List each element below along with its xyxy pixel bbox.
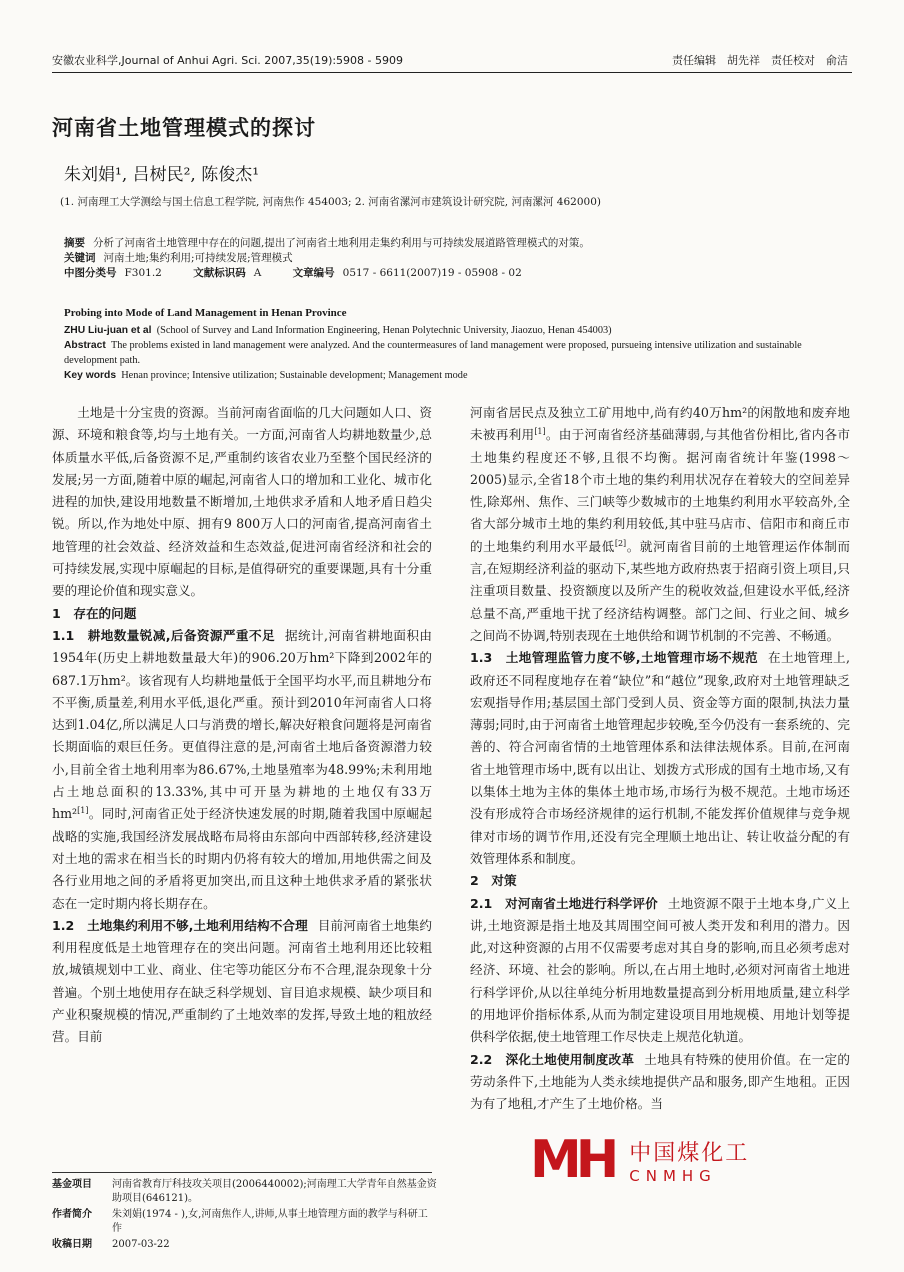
- section-2-2-text: 土地具有特殊的使用价值。在一定的劳动条件下,土地能为人类永续地提供产品和服务,即产生地租。正因为有了地租,才产生了土地价格。当: [470, 1051, 851, 1112]
- section-1-3: [470, 647, 850, 870]
- english-keywords-row: [64, 368, 834, 383]
- received-date-label: 收稿日期: [52, 1239, 92, 1250]
- fund-label: 基金项目: [52, 1179, 92, 1190]
- paper-title: 河南省土地管理模式的探讨: [52, 116, 316, 140]
- affiliation: (1. 河南理工大学测绘与国土信息工程学院, 河南焦作 454003; 2. 河南省漯河市建筑设计研究院, 河南漯河 462000): [60, 196, 601, 208]
- abstract-cn: [64, 236, 834, 281]
- section-1-3-text: 在土地管理上,政府还不同程度地存在着“缺位”和“越位”现象,政府对土地管理缺乏宏观指导作用;基层国土部门受到人员、资金等方面的限制,执法力量薄弱;同时,由于河南省土地管理起步较晚,至今仍没有一套系统的、完善的、符合河南省情的土地管理体系和法律法规体系。目前,在河南省土地管理市场中,既有以出让、划拨方式形成的国有土地市场,又有以集体土地为主体的集体土地市场,市场行为极不规范。土地市场还没有形成符合市场经济规律的运行机制,不能发挥价值规律与竞争规律对市场的调节作用,还没有完全理顺土地出让、转让收益分配的有效管理体系和制度。: [470, 650, 850, 866]
- journal-header: 安徽农业科学,Journal of Anhui Agri. Sci. 2007,35(19):5908 - 5909: [52, 54, 404, 67]
- editor-header: 责任编辑 胡先祥 责任校对 俞洁: [672, 54, 848, 67]
- footnote-rule: [52, 1172, 432, 1173]
- english-abstract-label: Abstract: [64, 340, 106, 351]
- english-keywords-label: Key words: [64, 370, 117, 381]
- clc-value: F301.2: [124, 267, 162, 279]
- header-rule: [52, 72, 852, 73]
- watermark-cn: 中国煤化工: [629, 1140, 750, 1166]
- citation: [2]: [614, 538, 627, 548]
- abstract-en: [64, 306, 834, 383]
- right-p1a: 河南省居民点及独立工矿用地中,尚有约40万hm²的闲散地和废弃地未被再利用: [470, 405, 850, 443]
- author-bio-row: [52, 1208, 437, 1236]
- article-value: 0517 - 6611(2007)19 - 05908 - 02: [342, 267, 522, 279]
- right-column: [470, 402, 850, 1116]
- authors: 朱刘娟¹, 吕树民², 陈俊杰¹: [64, 165, 260, 185]
- english-keywords-text: Henan province; Intensive utilization; Sustainable development; Management mode: [121, 370, 468, 381]
- doc-label: 文献标识码: [193, 267, 246, 279]
- fund-text: 河南省教育厅科技攻关项目(2006440002);河南理工大学青年自然基金资助项目(646121)。: [112, 1179, 437, 1204]
- watermark-text: [629, 1136, 749, 1185]
- abstract-row: [64, 236, 834, 251]
- section-1-heading: 1 存在的问题: [52, 605, 137, 621]
- keywords-row: [64, 251, 834, 266]
- english-author: ZHU Liu-juan et al: [64, 325, 152, 336]
- classification-row: [64, 266, 834, 281]
- section-2-2: [470, 1049, 850, 1116]
- footnotes: [52, 1178, 437, 1254]
- section-1-2-text: 目前河南省土地集约利用程度低是土地管理存在的突出问题。河南省土地利用还比较粗放,城镇规划中工业、商业、住宅等功能区分布不合理,混杂现象十分普遍。个别土地使用存在缺乏科学规划、盲目追求规模、缺少项目和产业积聚规模的情况,严重制约了土地效率的发挥,导致土地的粗放经营。目前: [52, 917, 432, 1045]
- keywords-label: 关键词: [64, 252, 96, 264]
- watermark-en: CNMHG: [629, 1166, 717, 1185]
- section-2-1-title: 2.1 对河南省土地进行科学评价: [470, 895, 658, 911]
- section-2-heading: 2 对策: [470, 873, 517, 889]
- section-1-1: [52, 625, 432, 915]
- author-bio-text: 朱刘娟(1974 - ),女,河南焦作人,讲师,从事土地管理方面的教学与科研工作: [112, 1209, 428, 1234]
- fund-row: [52, 1178, 437, 1206]
- section-2-2-title: 2.2 深化土地使用制度改革: [470, 1051, 635, 1067]
- citation: [1]: [77, 806, 89, 816]
- section-1-1-title: 1.1 耕地数量锐减,后备资源严重不足: [52, 627, 275, 643]
- article-label: 文章编号: [292, 267, 335, 279]
- author-bio-label: 作者简介: [52, 1209, 92, 1220]
- keywords-text: 河南土地;集约利用;可持续发展;管理模式: [103, 252, 293, 264]
- right-p1c: 。就河南省目前的土地管理运作体制而言,在短期经济利益的驱动下,某些地方政府热衷于招商引资上项目,只注重项目数量、投资额度以及所产生的税收效益,但建设水平低,经济总量不高,严重地干扰了经济结构调整。部门之间、行业之间、城乡之间尚不协调,特别表现在土地供给和调节机制的不完善、不畅通。: [470, 538, 851, 643]
- right-p1b: 。由于河南省经济基础薄弱,与其他省份相比,省内各市土地集约程度还不够,且很不均衡。据河南省统计年鉴(1998～2005)显示,全省18个市土地的集约利用状况存在着较大的空间差异性,除郑州、焦作、三门峡等少数城市的土地集约利用水平较高外,全省大部分城市土地的集约利用较低,其中驻马店市、信阳市和商丘市的土地集约利用水平最低: [470, 427, 850, 554]
- section-1-1-text: 据统计,河南省耕地面积由1954年(历史上耕地数量最大年)的906.20万hm²下降到2002年的687.1万hm²。该省现有人均耕地量低于全国平均水平,而且耕地分布不平衡,质量差,利用水平低,退化严重。预计到2010年河南省人口将达到1.04亿,所以满足人口与消费的增长,解决好粮食问题将是河南省长期面临的艰巨任务。更值得注意的是,河南省土地后备资源潜力较小,目前全省土地利用率为86.67%,土地垦殖率为48.99%;未利用地占土地总面积的13.33%,其中可开垦为耕地的土地仅有33万hm²: [52, 627, 433, 822]
- section-1-1-text2: 。同时,河南省正处于经济快速发展的时期,随着我国中原崛起战略的实施,我国经济发展战略布局将由东部向中西部转移,经济建设对土地的需求在相当长的时期内仍将有较大的增加,用地供需之间及各行业用地之间的矛盾将更加突出,而且这种土地供求矛盾的紧张状态在一定时期内将长期存在。: [52, 806, 432, 911]
- english-author-row: [64, 323, 834, 338]
- english-affiliation: (School of Survey and Land Information Engineering, Henan Polytechnic University, Jiaozuo, Henan 454003): [156, 325, 612, 336]
- clc-label: 中图分类号: [64, 267, 117, 279]
- abstract-label: 摘要: [64, 237, 85, 249]
- section-2-1-text: 土地资源不限于土地本身,广义上讲,土地资源是指土地及其周围空间可被人类开发和利用的潜力。因此,对这种资源的占用不仅需要考虑对其自身的影响,而且必须考虑对经济、环境、社会的影响。所以,在占用土地时,必须对河南省土地进行科学评价,从以往单纯分析用地数量提高到分析用地质量,建立科学的用地评价指标体系,从而为制定建设项目用地规模、用地计划等提供科学依据,使土地管理工作尽快走上规范化轨道。: [470, 895, 850, 1045]
- english-abstract-row: [64, 338, 834, 368]
- section-1-3-title: 1.3 土地管理监管力度不够,土地管理市场不规范: [470, 650, 758, 666]
- doc-value: A: [253, 267, 262, 279]
- watermark-mark: MH: [530, 1130, 614, 1190]
- received-date-row: [52, 1238, 437, 1252]
- english-title: Probing into Mode of Land Management in Henan Province: [64, 307, 347, 319]
- received-date-text: 2007-03-22: [112, 1239, 170, 1250]
- section-2-1: [470, 893, 850, 1049]
- section-1-2-title: 1.2 土地集约利用不够,土地利用结构不合理: [52, 917, 308, 933]
- left-column: [52, 402, 432, 1049]
- continued-paragraph: [470, 402, 850, 647]
- intro-paragraph: 土地是十分宝贵的资源。当前河南省面临的几大问题如人口、资源、环境和粮食等,均与土地有关。一方面,河南省人均耕地数量少,总体质量水平低,后备资源不足,严重制约该省农业乃至整个国民经济的发展;另一方面,随着中原的崛起,河南省人口的增加和工业化、城市化进程的加快,建设用地数量不断增加,土地供求矛盾和人地矛盾日趋尖锐。所以,作为地处中原、拥有9 800万人口的河南省,提高河南省土地管理的社会效益、经济效益和生态效益,促进河南省经济和社会的可持续发展,实现中原崛起的目标,是值得研究的重要课题,具有十分重要的理论价值和现实意义。: [52, 405, 432, 599]
- citation: [1]: [534, 427, 546, 437]
- section-1-2: [52, 915, 432, 1049]
- abstract-text: 分析了河南省土地管理中存在的问题,提出了河南省土地利用走集约利用与可持续发展道路管理模式的对策。: [93, 237, 590, 249]
- english-abstract-text: The problems existed in land management were analyzed. And the countermeasures of land management were proposed, pursueing intensive utilization and sustainable development path.: [64, 340, 802, 366]
- watermark-logo: [530, 1130, 850, 1190]
